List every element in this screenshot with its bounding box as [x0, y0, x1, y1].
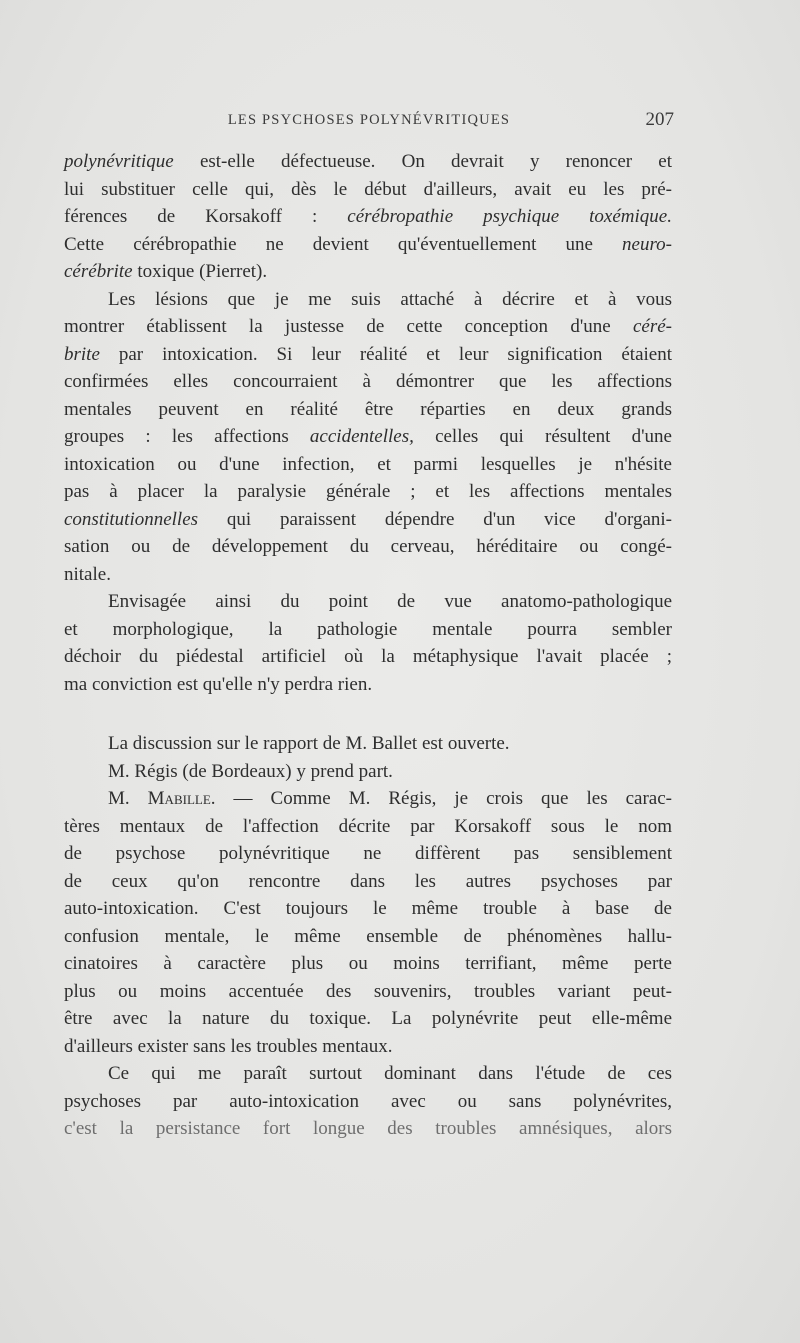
text-line: [64, 148, 672, 176]
running-head: [64, 109, 674, 138]
text-run: — Comme M. Régis, je crois que les carac-: [215, 788, 672, 809]
italic-term: cérébrite: [64, 261, 133, 282]
speaker-name: Mabille.: [147, 788, 216, 809]
text-line: [64, 231, 672, 259]
text-run: celles qui résultent d'une: [413, 426, 672, 447]
text-line: nitale.: [64, 563, 111, 585]
italic-term: céré-: [632, 316, 672, 337]
page-number: 207: [645, 109, 674, 130]
body-text: [64, 148, 672, 1143]
text-run: Cette cérébropathie ne devient qu'éventuellement une: [64, 233, 623, 255]
text-run: est-elle défectueuse. On devrait y renoncer et: [173, 151, 672, 172]
text-run: groupes : les affections: [64, 426, 310, 447]
text-line: c'est la persistance fort longue des troubles amnésiques, alors: [64, 1118, 672, 1139]
text-line: et morphologique, la pathologie mentale pourra sembler: [64, 618, 672, 640]
text-line: La discussion sur le rapport de M. Ballet est ouverte.: [108, 733, 510, 754]
text-line: M. Régis (de Bordeaux) y prend part.: [108, 760, 393, 782]
text-line: [64, 203, 672, 231]
text-line: plus ou moins accentuée des souvenirs, troubles variant peut-: [64, 980, 672, 1002]
italic-term: brite: [64, 343, 100, 365]
text-line: être avec la nature du toxique. La polynévrite peut elle-même: [64, 1008, 672, 1029]
text-line: tères mentaux de l'affection décrite par Korsakoff sous le nom: [64, 815, 672, 837]
text-line: lui substituer celle qui, dès le début d'ailleurs, avait eu les pré-: [64, 178, 672, 200]
italic-term: accidentelles,: [309, 426, 414, 447]
paragraph-gap: [64, 698, 672, 730]
text-run: toxique (Pierret).: [132, 261, 268, 282]
text-line: [64, 785, 672, 813]
running-title: LES PSYCHOSES POLYNÉVRITIQUES: [227, 112, 511, 128]
text-line: sation ou de développement du cerveau, héréditaire ou congé-: [64, 536, 672, 557]
text-line: déchoir du piédestal artificiel où la métaphysique l'avait placée ;: [64, 646, 672, 667]
text-line: psychoses par auto-intoxication avec ou sans polynévrites,: [64, 1090, 672, 1112]
text-line: d'ailleurs exister sans les troubles mentaux.: [64, 1035, 393, 1057]
text-line: de psychose polynévritique ne diffèrent pas sensiblement: [64, 843, 672, 864]
italic-term: constitutionnelles: [64, 508, 199, 530]
text-run: M.: [108, 788, 148, 809]
text-line: ma conviction est qu'elle n'y perdra rien.: [64, 673, 373, 695]
text-line: cinatoires à caractère plus ou moins terrifiant, même perte: [64, 953, 672, 974]
text-run: qui paraissent dépendre d'un vice d'organi-: [198, 508, 672, 530]
italic-term: cérébropathie psychique toxémique.: [347, 206, 672, 227]
text-line: confusion mentale, le même ensemble de phénomènes hallu-: [64, 925, 672, 947]
italic-term: polynévritique: [64, 151, 174, 172]
text-line: [64, 341, 672, 369]
text-run: par intoxication. Si leur réalité et leur signification étaient: [99, 343, 672, 365]
text-line: mentales peuvent en réalité être réparties en deux grands: [64, 398, 672, 420]
text-line: Les lésions que je me suis attaché à décrire et à vous: [108, 288, 672, 310]
text-line: pas à placer la paralysie générale ; et les affections mentales: [64, 481, 672, 502]
text-line: auto-intoxication. C'est toujours le même trouble à base de: [64, 898, 672, 919]
text-run: férences de Korsakoff :: [64, 206, 348, 227]
text-line: [64, 506, 672, 534]
text-line: de ceux qu'on rencontre dans les autres psychoses par: [64, 870, 672, 892]
text-line: [64, 258, 672, 286]
text-line: [64, 423, 672, 451]
text-line: [64, 313, 672, 341]
text-line: Envisagée ainsi du point de vue anatomo-pathologique: [108, 591, 672, 612]
italic-term: neuro-: [622, 233, 672, 255]
text-line: confirmées elles concourraient à démontrer que les affections: [64, 371, 672, 392]
text-line: intoxication ou d'une infection, et parmi lesquelles je n'hésite: [64, 453, 672, 475]
text-run: montrer établissent la justesse de cette conception d'une: [64, 316, 633, 337]
text-line: Ce qui me paraît surtout dominant dans l'étude de ces: [108, 1063, 672, 1084]
